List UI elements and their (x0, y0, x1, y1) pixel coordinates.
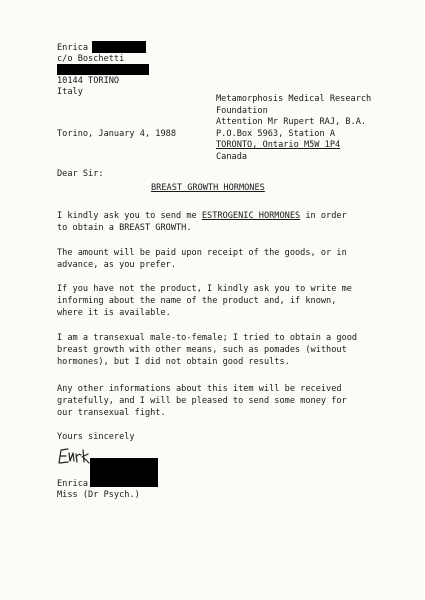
body-line: gratefully, and I will be pleased to send some money for (57, 396, 347, 406)
body-line: Any other informations about this item will be received (57, 384, 342, 394)
sender-care-of: c/o Boschetti (57, 54, 125, 64)
body-line: advance, as you prefer. (57, 260, 176, 270)
signature-title: Miss (Dr Psych.) (57, 490, 140, 500)
body-text: I kindly ask you to send me (57, 211, 202, 221)
highlight-text: ESTROGENIC HORMONES (201, 211, 301, 221)
body-line: our transexual fight. (57, 408, 166, 418)
recipient-line-5: TORONTO, Ontario M5W 1P4 (216, 140, 341, 150)
subject-line: BREAST GROWTH HORMONES (151, 183, 265, 193)
body-line: to obtain a BREAST GROWTH. (57, 223, 192, 233)
salutation: Dear Sir: (57, 169, 104, 179)
recipient-line-1: Metamorphosis Medical Research (216, 94, 372, 104)
body-line: informing about the name of the product and, if known, (57, 296, 337, 306)
recipient-line-4: P.O.Box 5963, Station A (216, 129, 335, 139)
body-line: I am a transexual male-to-female; I tried to obtain a good (57, 333, 358, 343)
signature-name: Enrica (57, 479, 89, 489)
body-line: The amount will be paid upon receipt of the goods, or in (57, 248, 347, 258)
body-line: If you have not the product, I kindly ask you to write me (57, 284, 352, 294)
body-line: hormones), but I did not obtain good results. (57, 357, 290, 367)
redaction-box (90, 458, 158, 487)
sender-country: Italy (57, 87, 83, 97)
sender-city: 10144 TORINO (57, 76, 120, 86)
body-line (57, 211, 347, 222)
body-line: where it is available. (57, 308, 171, 318)
sender-name: Enrica (57, 43, 89, 53)
closing: Yours sincerely (57, 432, 135, 442)
recipient-line-6: Canada (216, 152, 248, 162)
recipient-line-2: Foundation (216, 106, 268, 116)
letter-date: Torino, January 4, 1988 (57, 129, 176, 139)
handwritten-signature (57, 447, 93, 467)
body-text: in order (300, 211, 347, 221)
body-line: breast growth with other means, such as pomades (without (57, 345, 347, 355)
recipient-line-3: Attention Mr Rupert RAJ, B.A. (216, 117, 367, 127)
redaction-box (57, 64, 149, 75)
redaction-box (92, 41, 146, 53)
